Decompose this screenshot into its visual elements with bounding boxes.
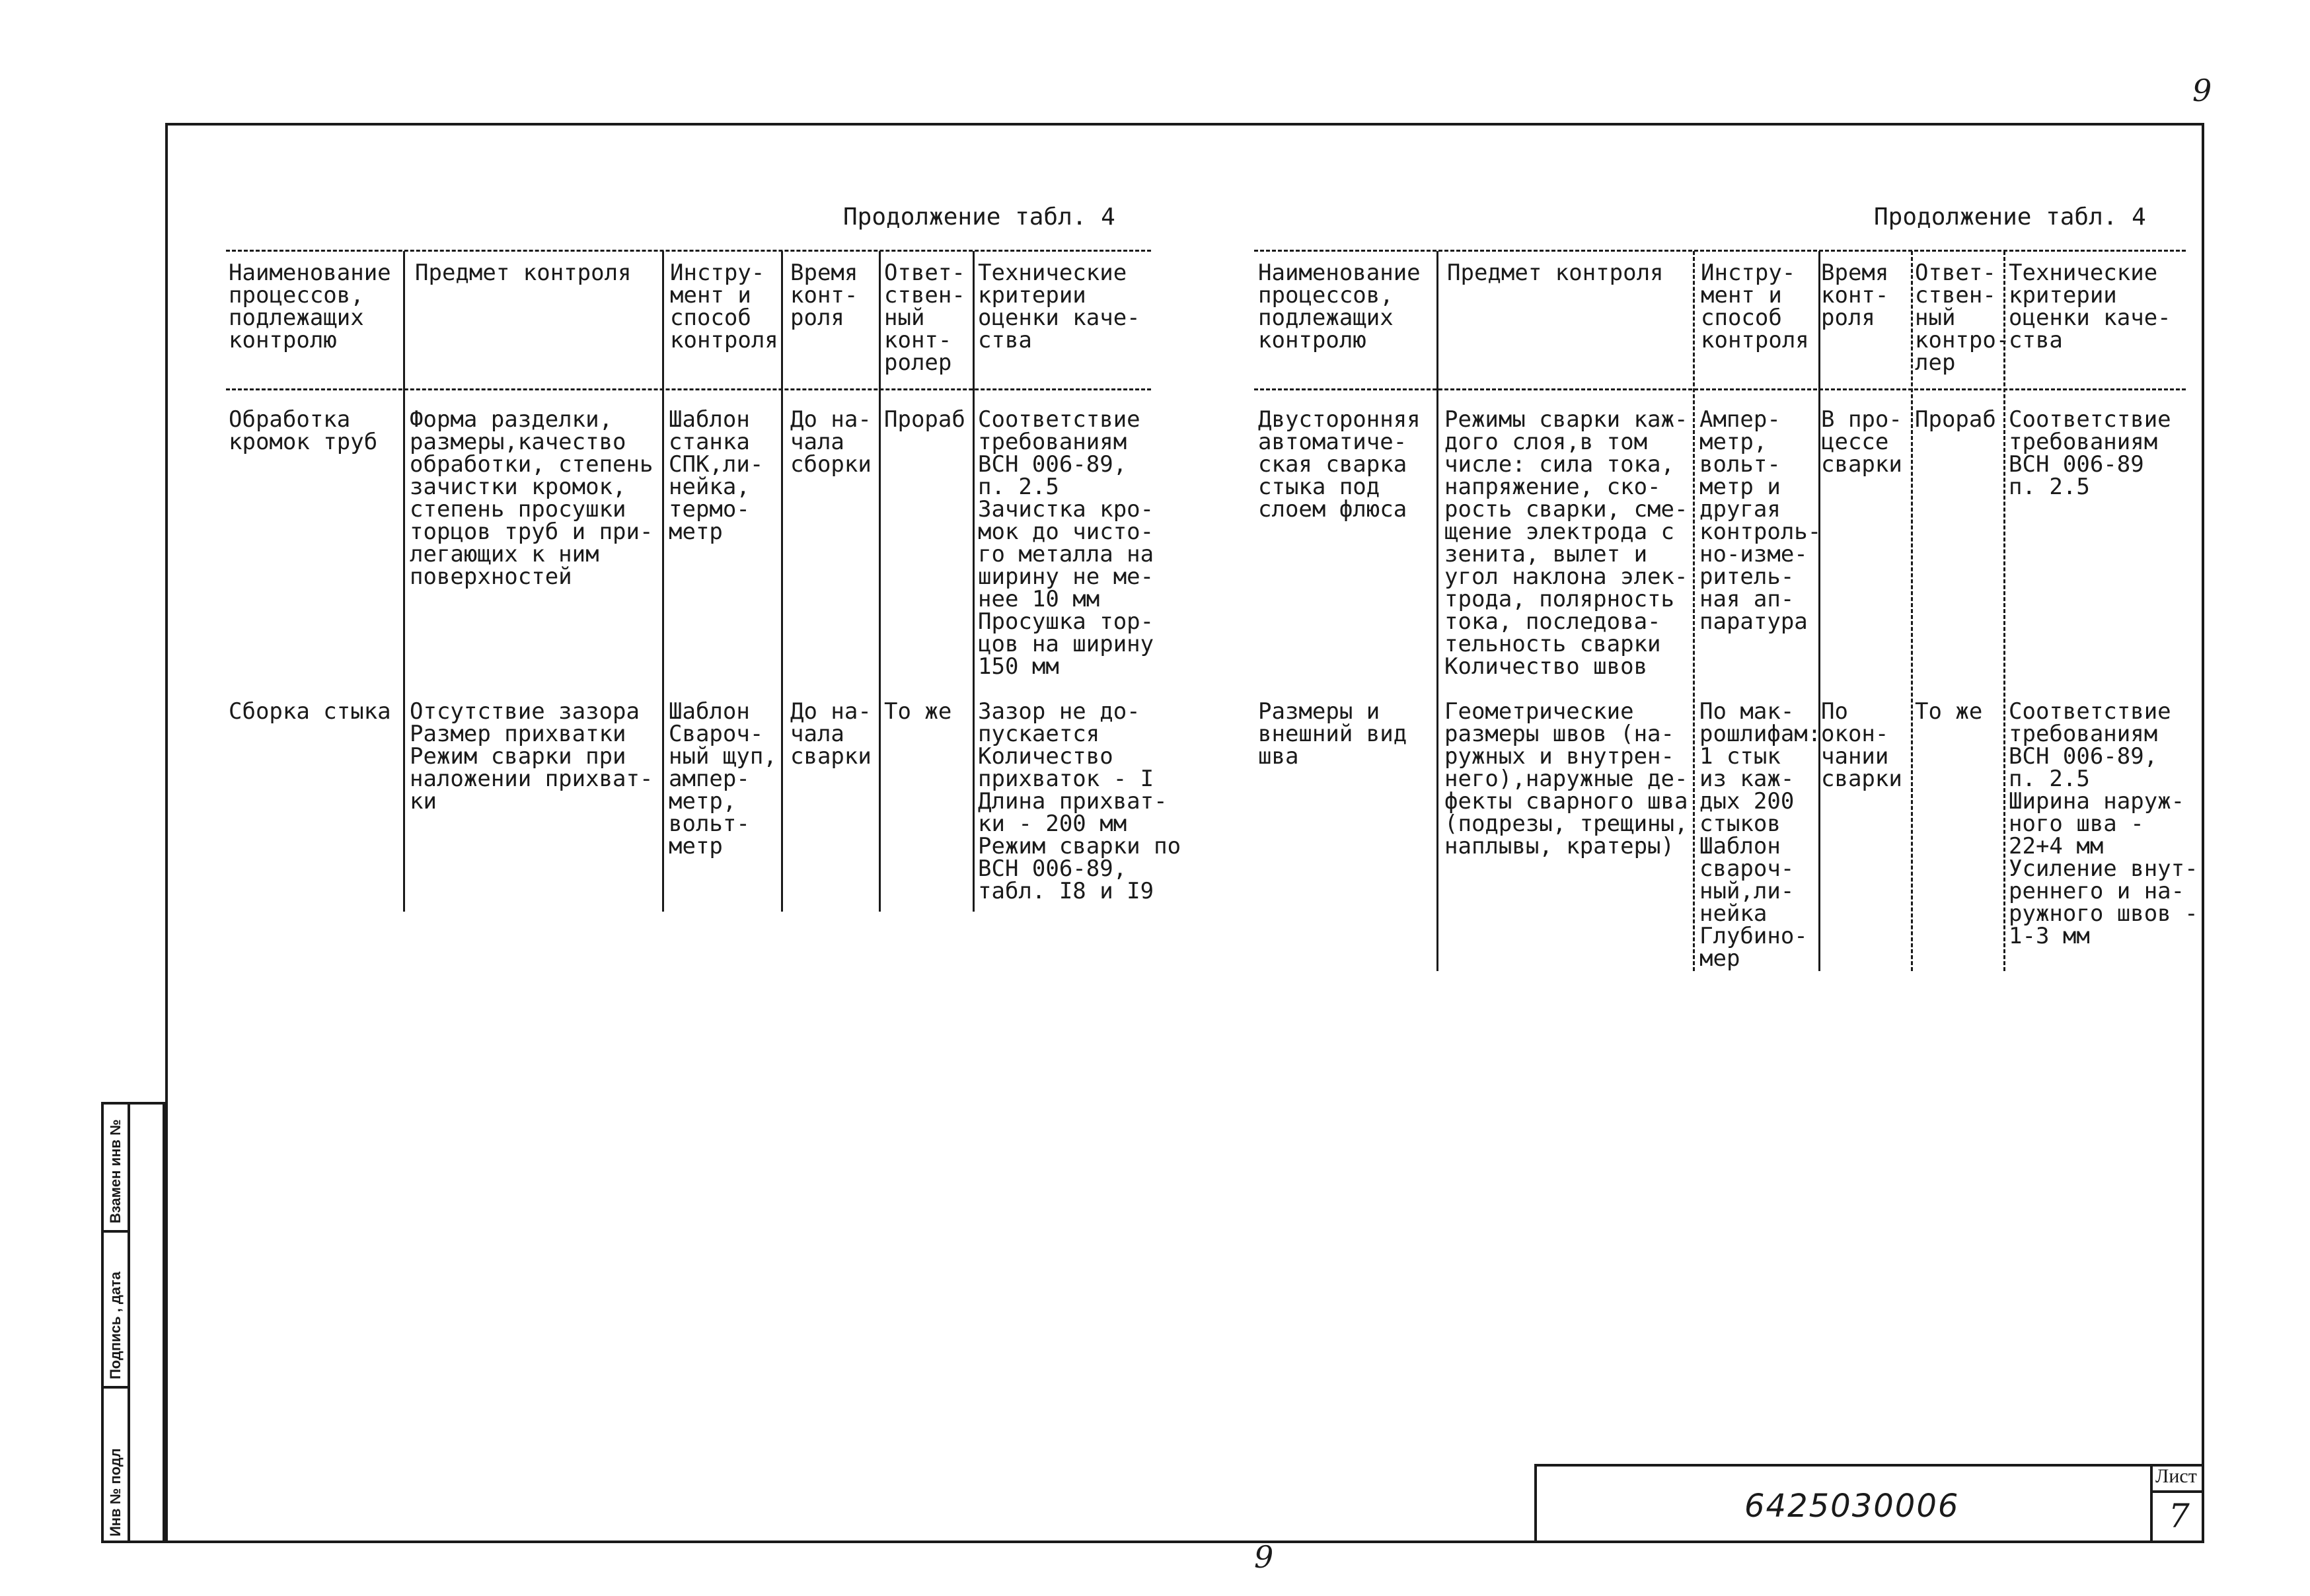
right-r1-criteria: Соответствие требованиям ВСН 006-89 п. 2.5 xyxy=(2009,406,2171,500)
sheet-label: Лист xyxy=(2155,1465,2197,1487)
left-col-sep xyxy=(662,251,664,912)
left-col-sep xyxy=(879,251,881,912)
right-header-subject: Предмет контроля xyxy=(1447,260,1664,286)
right-header-instrument: Инстру- мент и способ контроля xyxy=(1701,260,1809,353)
page-number-top: 9 xyxy=(2192,73,2212,108)
right-table-caption: Продолжение табл. 4 xyxy=(1874,203,2146,231)
right-col-sep xyxy=(1911,251,1913,971)
left-r1-criteria: Соответствие требованиям ВСН 006-89, п. 2.5 Зачистка кро- мок до чисто- го металла на ширину не ме- нее 10 мм Просушка тор- цов на ширину 150 мм xyxy=(978,406,1154,680)
right-header-process: Наименование процессов, подлежащих контролю xyxy=(1258,260,1421,353)
left-col-sep xyxy=(973,251,975,912)
side-stamp-separator xyxy=(101,1386,130,1389)
left-r2-criteria: Зазор не до- пускается Количество прихваток - I Длина прихват- ки - 200 мм Режим сварки по ВСН 006-89, табл. I8 и I9 xyxy=(978,698,1181,904)
left-col-sep xyxy=(403,251,405,912)
right-r2-process: Размеры и внешний вид шва xyxy=(1258,698,1407,770)
right-r2-responsible: То же xyxy=(1915,698,1983,725)
right-r1-subject: Режимы сварки каж- дого слоя,в том числе: сила тока, напряжение, ско- рость сварки, сме- щение электрода с зенита, вылет и угол наклона элек- трода, полярность тока, последова- тельность сварки Количество швов xyxy=(1444,406,1688,680)
right-col-sep xyxy=(1693,251,1695,971)
left-r1-process: Обработка кромок труб xyxy=(229,406,378,455)
left-r1-responsible: Прораб xyxy=(884,406,965,433)
side-stamp-separator xyxy=(101,1230,130,1233)
right-r1-time: В про- цессе сварки xyxy=(1821,406,1902,478)
right-header-criteria: Технические критерии оценки каче- ства xyxy=(2009,260,2171,353)
left-col-sep xyxy=(781,251,783,912)
right-table-top-rule xyxy=(1254,250,2186,252)
left-r2-responsible: То же xyxy=(884,698,952,725)
left-r1-instrument: Шаблон станка СПК,ли- нейка, термо- метр xyxy=(669,406,764,545)
side-label-signature-date: Подпись , дата xyxy=(107,1271,124,1379)
side-label-replaced-inv: Взамен инв № xyxy=(107,1119,124,1223)
left-header-process: Наименование процессов, подлежащих контролю xyxy=(229,260,391,353)
left-header-subject: Предмет контроля xyxy=(415,260,632,286)
left-r2-time: До на- чала сварки xyxy=(790,698,872,770)
left-header-criteria: Технические критерии оценки каче- ства xyxy=(978,260,1140,353)
right-table-header-rule xyxy=(1254,388,2186,390)
page-number-bottom: 9 xyxy=(1254,1539,1274,1575)
right-header-time: Время конт- роля xyxy=(1821,260,1889,331)
left-table-caption: Продолжение табл. 4 xyxy=(843,203,1115,231)
left-table-top-rule xyxy=(226,250,1151,252)
right-header-responsible: Ответ- ствен- ный контро- лер xyxy=(1915,260,2010,376)
left-r1-subject: Форма разделки, размеры,качество обработки, степень зачистки кромок, степень просушки торцов труб и при- легающих к ним поверхностей xyxy=(410,406,653,590)
left-header-time: Время конт- роля xyxy=(790,260,858,331)
right-r2-criteria: Соответствие требованиям ВСН 006-89, п. 2.5 Ширина наруж- ного шва - 22+4 мм Усиление внут- реннего и на- ружного швов - 1-3 мм xyxy=(2009,698,2198,949)
left-table-header-rule xyxy=(226,388,1151,390)
right-r2-instrument: По мак- рошлифам: 1 стык из каж- дых 200 стыков Шаблон свароч- ный,ли- нейка Глубино- мер xyxy=(1699,698,1822,972)
right-r1-instrument: Ампер- метр, вольт- метр и другая контроль- но-изме- ритель- ная ап- паратура xyxy=(1699,406,1822,635)
right-r1-process: Двусторонняя автоматиче- ская сварка стыка под слоем флюса xyxy=(1258,406,1421,523)
right-r2-subject: Геометрические размеры швов (на- ружных и внутрен- него),наружные де- фекты сварного шва (подрезы, трещины, наплывы, кратеры) xyxy=(1444,698,1688,859)
sheet-number: 7 xyxy=(2169,1497,2190,1535)
right-r2-time: По окон- чании сварки xyxy=(1821,698,1902,792)
right-r1-responsible: Прораб xyxy=(1915,406,1996,433)
left-r1-time: До на- чала сборки xyxy=(790,406,872,478)
side-label-inv-number: Инв № подл xyxy=(107,1448,124,1537)
sheet-box-divider xyxy=(2150,1490,2204,1493)
page-frame xyxy=(165,123,2204,1543)
left-r2-process: Сборка стыка xyxy=(229,698,391,725)
left-header-instrument: Инстру- мент и способ контроля xyxy=(670,260,778,353)
right-col-sep xyxy=(1436,251,1438,971)
document-code: 6425030006 xyxy=(1744,1488,1960,1525)
left-r2-instrument: Шаблон Свароч- ный щуп, ампер- метр, вольт- метр xyxy=(669,698,777,859)
left-header-responsible: Ответ- ствен- ный конт- ролер xyxy=(884,260,965,376)
left-r2-subject: Отсутствие зазора Размер прихватки Режим сварки при наложении прихват- ки xyxy=(410,698,653,815)
side-stamp-value-column xyxy=(130,1102,165,1543)
